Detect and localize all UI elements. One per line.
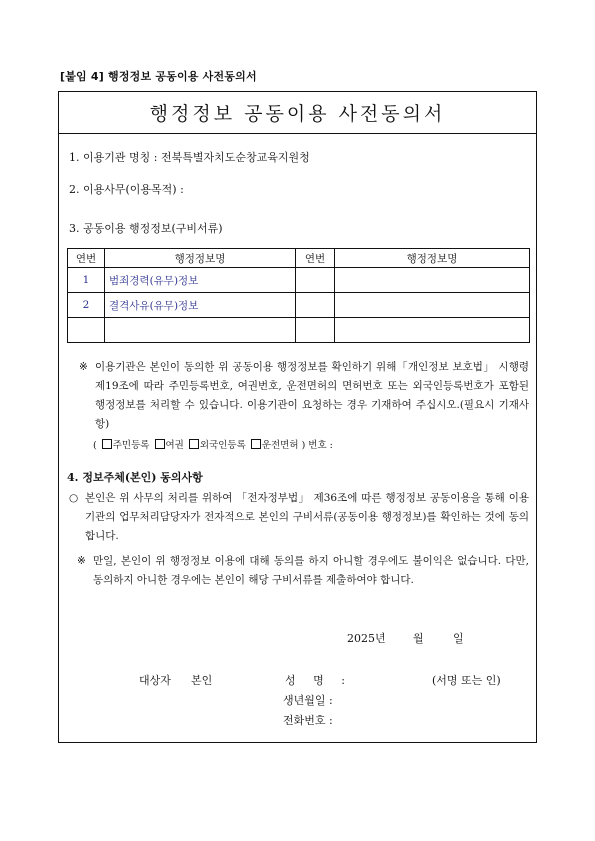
section-1-agency: 1. 이용기관 명칭 : 전북특별자치도순창교육지원청 bbox=[69, 151, 310, 164]
table-row bbox=[68, 318, 530, 343]
notice-mark: ※ bbox=[79, 361, 88, 373]
subject-label: 대상자 bbox=[139, 674, 171, 687]
notice-mark: ※ bbox=[77, 555, 86, 567]
row-info-name: 결격사유(유무)정보 bbox=[105, 293, 296, 318]
consent-mark: ○ bbox=[69, 492, 79, 504]
row-info-name-empty bbox=[335, 318, 530, 343]
section-2-purpose: 2. 이용사무(이용목적) : bbox=[69, 183, 184, 196]
driver-license-label: 운전면허 bbox=[261, 440, 299, 451]
passport-checkbox[interactable] bbox=[155, 439, 165, 449]
header-no-1: 연번 bbox=[68, 249, 105, 268]
no-disadvantage-notice bbox=[77, 552, 529, 590]
resident-checkbox[interactable] bbox=[102, 439, 112, 449]
row-info-name: 범죄경력(유무)정보 bbox=[105, 268, 296, 293]
row-info-name bbox=[105, 318, 296, 343]
section-4-heading: 4. 정보주체(본인) 동의사항 bbox=[67, 471, 203, 484]
birthdate-label: 생년월일 : bbox=[283, 694, 333, 707]
row-no-empty bbox=[296, 268, 335, 293]
row-no bbox=[68, 318, 105, 343]
table-row bbox=[68, 293, 530, 318]
id-options-close: ) 번호 : bbox=[301, 440, 333, 451]
header-no-2: 연번 bbox=[296, 249, 335, 268]
consent-form bbox=[58, 91, 537, 743]
table-row bbox=[68, 268, 530, 293]
header-name-1: 행정정보명 bbox=[105, 249, 296, 268]
notice-text: 이용기관은 본인이 동의한 위 공동이용 행정정보를 확인하기 위해「개인정보 보호법」 시행령 제19조에 따라 주민등록번호, 여권번호, 운전면허의 면허번호 또는 외국인등록번호가 포함된 행정정보를 처리할 수 있습니다. 이용기관이 요청하는 경우 기재하여 주십시오.(필요시 기재사항) bbox=[95, 361, 529, 430]
passport-label: 여권 bbox=[165, 440, 184, 451]
row-no: 2 bbox=[68, 293, 105, 318]
row-no: 1 bbox=[68, 268, 105, 293]
self-label: 본인 bbox=[191, 674, 213, 687]
row-no-empty bbox=[296, 318, 335, 343]
name-label: 성 명 : bbox=[285, 674, 345, 687]
form-title: 행정정보 공동이용 사전동의서 bbox=[149, 103, 446, 125]
title-box bbox=[59, 92, 536, 134]
consent-statement bbox=[69, 489, 529, 546]
alien-registration-label: 외국인등록 bbox=[199, 440, 246, 451]
row-info-name-empty bbox=[335, 293, 530, 318]
consent-text: 본인은 위 사무의 처리를 위하여 「전자정부법」 제36조에 따른 행정정보 공동이용을 통해 이용기관의 업무처리담당자가 전자적으로 본인의 구비서류(공동이용 행정정보)를 확인하는 것에 동의합니다. bbox=[85, 492, 529, 542]
driver-license-checkbox[interactable] bbox=[251, 439, 261, 449]
date-day: 일 bbox=[453, 632, 464, 645]
no-disadvantage-text: 만일, 본인이 위 행정정보 이용에 대해 동의를 하지 아니할 경우에도 불이익은 없습니다. 다만, 동의하지 아니한 경우에는 본인이 해당 구비서류를 제출하여야 합니다. bbox=[93, 555, 529, 586]
attachment-label: [붙임 4] 행정정보 공동이용 사전동의서 bbox=[60, 70, 257, 83]
date-year: 2025년 bbox=[347, 632, 386, 645]
date-month: 월 bbox=[413, 632, 424, 645]
id-options-open: ( bbox=[93, 440, 97, 451]
row-no-empty bbox=[296, 293, 335, 318]
phone-label: 전화번호 : bbox=[283, 714, 333, 727]
section-3-heading: 3. 공동이용 행정정보(구비서류) bbox=[69, 222, 223, 235]
header-name-2: 행정정보명 bbox=[335, 249, 530, 268]
id-type-options bbox=[93, 437, 333, 451]
row-info-name-empty bbox=[335, 268, 530, 293]
resident-label: 주민등록 bbox=[112, 440, 150, 451]
alien-registration-checkbox[interactable] bbox=[189, 439, 199, 449]
signature-hint: (서명 또는 인) bbox=[432, 674, 501, 687]
admin-info-table bbox=[67, 248, 530, 343]
identifier-notice bbox=[79, 358, 529, 434]
table-header-row bbox=[68, 249, 530, 268]
